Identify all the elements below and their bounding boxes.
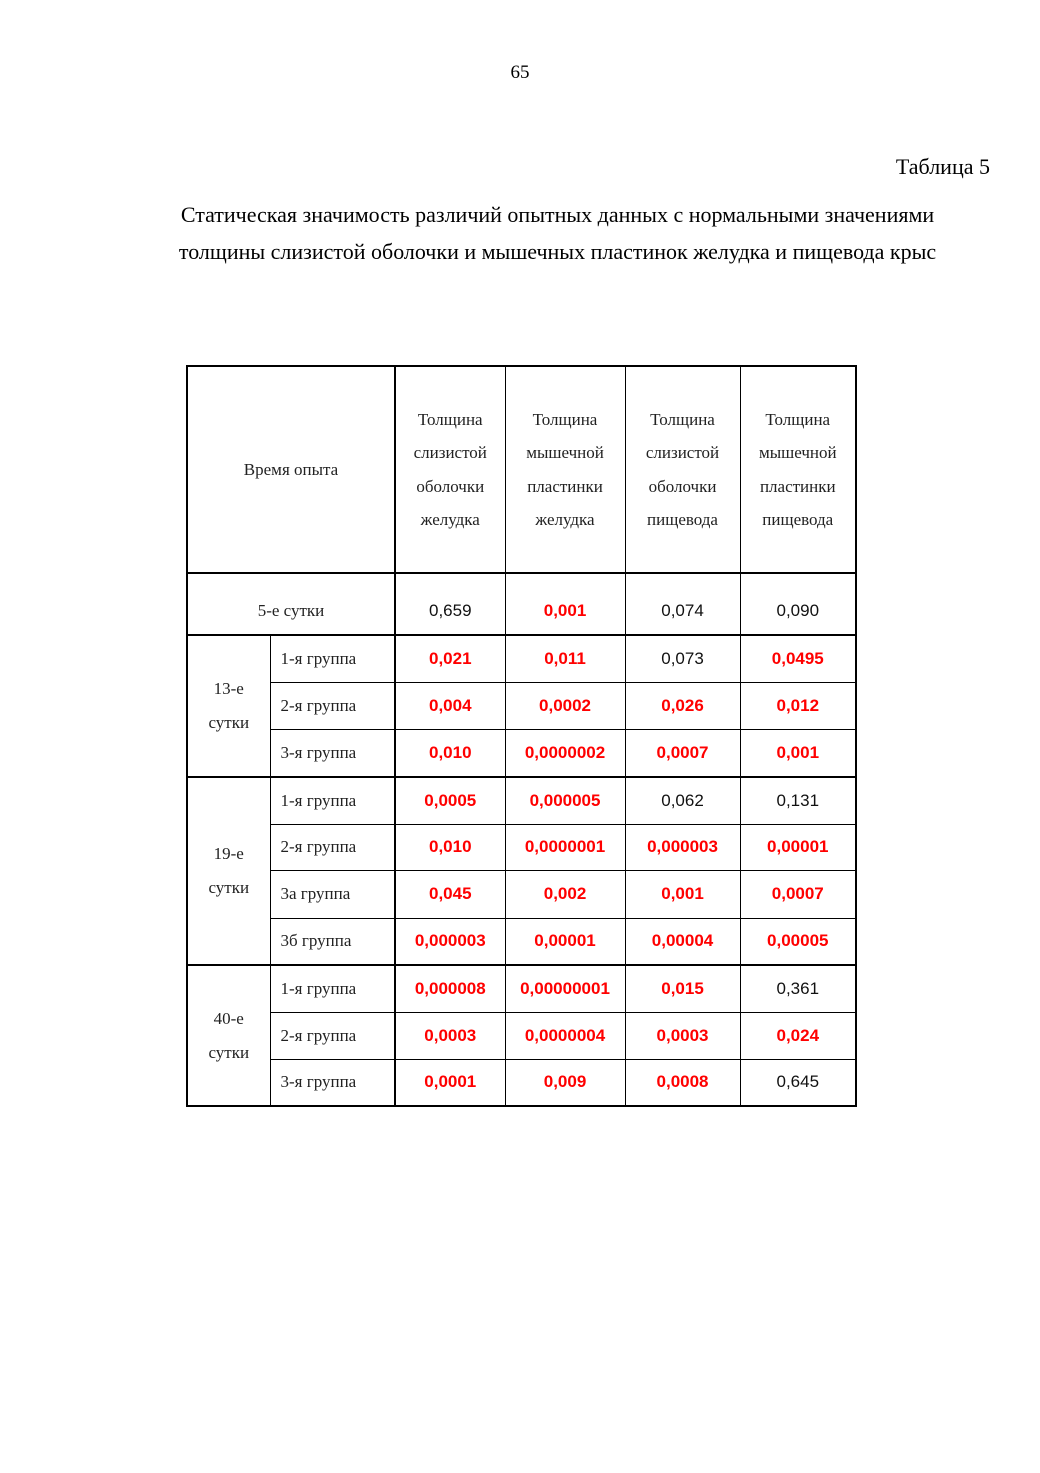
- group-label: 1-я группа: [270, 777, 395, 824]
- value-cell: 0,0000004: [505, 1012, 625, 1059]
- value-cell: 0,001: [740, 729, 856, 777]
- group-label: 3а группа: [270, 870, 395, 918]
- group-label: 2-я группа: [270, 824, 395, 870]
- value-cell: 0,000003: [625, 824, 740, 870]
- value-cell: 0,045: [395, 870, 505, 918]
- value-cell: 0,021: [395, 635, 505, 682]
- value-cell: 0,001: [625, 870, 740, 918]
- group-label: 1-я группа: [270, 965, 395, 1012]
- header-line: Толщина: [417, 409, 483, 429]
- header-line: Толщина: [532, 409, 598, 429]
- value-cell: 0,645: [740, 1059, 856, 1106]
- value-cell: 0,004: [395, 682, 505, 729]
- header-line: Толщина: [765, 409, 831, 429]
- value-cell: 0,074: [625, 573, 740, 635]
- table-row: [187, 682, 856, 729]
- value-cell: 0,015: [625, 965, 740, 1012]
- value-cell: 0,012: [740, 682, 856, 729]
- value-cell: 0,010: [395, 824, 505, 870]
- group-label: 3-я группа: [270, 1059, 395, 1106]
- table-row: [187, 573, 856, 635]
- page-number: 65: [510, 62, 530, 83]
- value-cell: 0,659: [395, 573, 505, 635]
- value-cell: 0,026: [625, 682, 740, 729]
- column-header: [395, 366, 505, 573]
- significance-table: [186, 365, 857, 1107]
- value-cell: 0,0002: [505, 682, 625, 729]
- value-cell: 0,0008: [625, 1059, 740, 1106]
- group-label: 3б группа: [270, 918, 395, 965]
- value-cell: 0,131: [740, 777, 856, 824]
- value-cell: 0,000005: [505, 777, 625, 824]
- header-line: оболочки: [648, 476, 717, 496]
- value-cell: 0,062: [625, 777, 740, 824]
- table-row: [187, 777, 856, 824]
- header-line: оболочки: [416, 476, 485, 496]
- value-cell: 0,000003: [395, 918, 505, 965]
- header-line: желудка: [420, 510, 480, 529]
- value-cell: 0,0495: [740, 635, 856, 682]
- value-cell: 0,009: [505, 1059, 625, 1106]
- period-line: 19-е: [213, 844, 244, 863]
- group-label: 1-я группа: [270, 635, 395, 682]
- group-label: 3-я группа: [270, 729, 395, 777]
- period-line: 40-е: [213, 1008, 244, 1028]
- value-cell: 0,00001: [740, 824, 856, 870]
- table-row: [187, 965, 856, 1012]
- column-header: [740, 366, 856, 573]
- table-row: [187, 824, 856, 870]
- period-line: сутки: [208, 713, 250, 732]
- header-line: Толщина: [650, 409, 715, 429]
- value-cell: 0,011: [505, 635, 625, 682]
- value-cell: 0,002: [505, 870, 625, 918]
- value-cell: 0,0007: [740, 870, 856, 918]
- header-line: пищевода: [647, 510, 718, 529]
- value-cell: 0,001: [505, 573, 625, 635]
- table-caption: [100, 196, 1015, 270]
- header-line: пищевода: [762, 510, 834, 529]
- value-cell: 0,361: [740, 965, 856, 1012]
- group-label: 2-я группа: [270, 682, 395, 729]
- table-row: [187, 870, 856, 918]
- period-label: [187, 777, 270, 965]
- header-line: желудка: [535, 510, 595, 529]
- table-row: [187, 918, 856, 965]
- value-cell: 0,000008: [395, 965, 505, 1012]
- header-line: слизистой: [645, 443, 720, 462]
- column-header: [625, 366, 740, 573]
- period-line: сутки: [208, 878, 250, 897]
- period-label: 5-е сутки: [187, 573, 395, 635]
- value-cell: 0,0001: [395, 1059, 505, 1106]
- table-row: [187, 1012, 856, 1059]
- table-row: [187, 729, 856, 777]
- value-cell: 0,00000001: [505, 965, 625, 1012]
- value-cell: 0,0000001: [505, 824, 625, 870]
- header-line: слизистой: [413, 443, 487, 462]
- value-cell: 0,0000002: [505, 729, 625, 777]
- value-cell: 0,0003: [395, 1012, 505, 1059]
- period-label: [187, 965, 270, 1106]
- table-label: Таблица 5: [895, 154, 990, 179]
- group-label: 2-я группа: [270, 1012, 395, 1059]
- caption-line-1: Статическая значимость различий опытных данных с нормальными значениями: [180, 202, 935, 227]
- value-cell: 0,0007: [625, 729, 740, 777]
- period-line: 13-е: [213, 679, 244, 698]
- caption-line-2: толщины слизистой оболочки и мышечных пластинок желудка и пищевода крыс: [178, 239, 937, 264]
- value-cell: 0,024: [740, 1012, 856, 1059]
- value-cell: 0,073: [625, 635, 740, 682]
- table-row: [187, 635, 856, 682]
- value-cell: 0,00004: [625, 918, 740, 965]
- header-line: пластинки: [759, 476, 836, 496]
- time-header: Время опыта: [187, 366, 395, 573]
- table-row: [187, 1059, 856, 1106]
- value-cell: 0,0003: [625, 1012, 740, 1059]
- header-row: [187, 366, 856, 573]
- value-cell: 0,090: [740, 573, 856, 635]
- column-header: [505, 366, 625, 573]
- period-label: [187, 635, 270, 777]
- period-line: сутки: [208, 1042, 250, 1062]
- header-line: пластинки: [527, 476, 603, 496]
- value-cell: 0,0005: [395, 777, 505, 824]
- value-cell: 0,00001: [505, 918, 625, 965]
- header-line: мышечной: [526, 443, 604, 462]
- value-cell: 0,00005: [740, 918, 856, 965]
- value-cell: 0,010: [395, 729, 505, 777]
- header-line: мышечной: [758, 443, 837, 462]
